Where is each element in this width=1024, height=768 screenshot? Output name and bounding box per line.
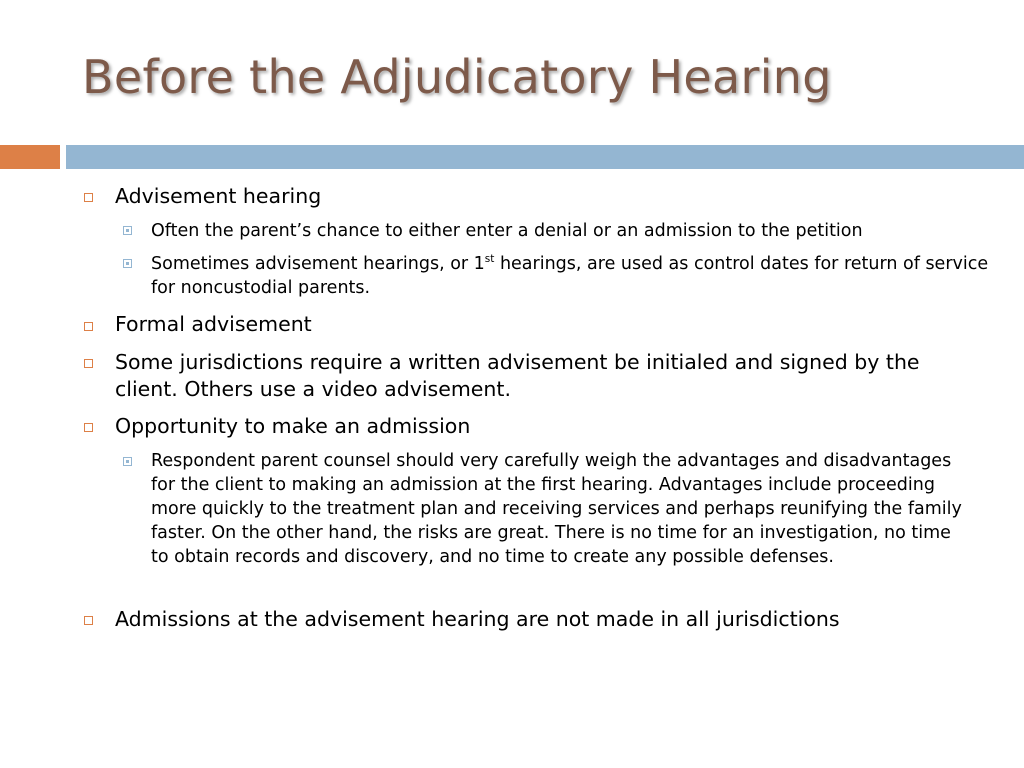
- square-bullet-icon: [84, 359, 93, 368]
- square-bullet-icon: [84, 193, 93, 202]
- sub-bullet-item: [151, 252, 1001, 300]
- square-bullet-icon: [84, 423, 93, 432]
- filled-square-bullet-icon: [123, 259, 132, 268]
- square-bullet-icon: [84, 322, 93, 331]
- filled-square-bullet-icon: [123, 226, 132, 235]
- bullet-item: Advisement hearing: [115, 184, 322, 208]
- filled-square-bullet-icon: [123, 457, 132, 466]
- superscript: st: [484, 253, 495, 266]
- sub-bullet-item: Respondent parent counsel should very carefully weigh the advantages and disadvantages for the client to making an admission at the first hearing. Advantages include proceeding more quickly to the treatment plan and receiving services and perhaps reunifying the family faster. On the other hand, the risks are great. There is no time for an investigation, no time to obtain records and discovery, and no time to create any possible defenses.: [151, 451, 962, 567]
- bullet-item: Opportunity to make an admission: [115, 414, 471, 438]
- square-bullet-icon: [84, 616, 93, 625]
- slide-title: Before the Adjudicatory Hearing: [82, 50, 832, 104]
- bullet-item: Some jurisdictions require a written advisement be initialed and signed by the client. Others use a video advisement.: [115, 350, 920, 401]
- sub-bullet-text: hearings, are used as control dates for return of service for noncustodial parents.: [151, 254, 989, 298]
- bullet-item: Admissions at the advisement hearing are not made in all jurisdictions: [115, 607, 840, 631]
- sub-bullet-text: Sometimes advisement hearings, or 1: [151, 254, 485, 274]
- sub-bullet-item: Often the parent’s chance to either enter a denial or an admission to the petition: [151, 221, 863, 241]
- bullet-item: Formal advisement: [115, 312, 312, 336]
